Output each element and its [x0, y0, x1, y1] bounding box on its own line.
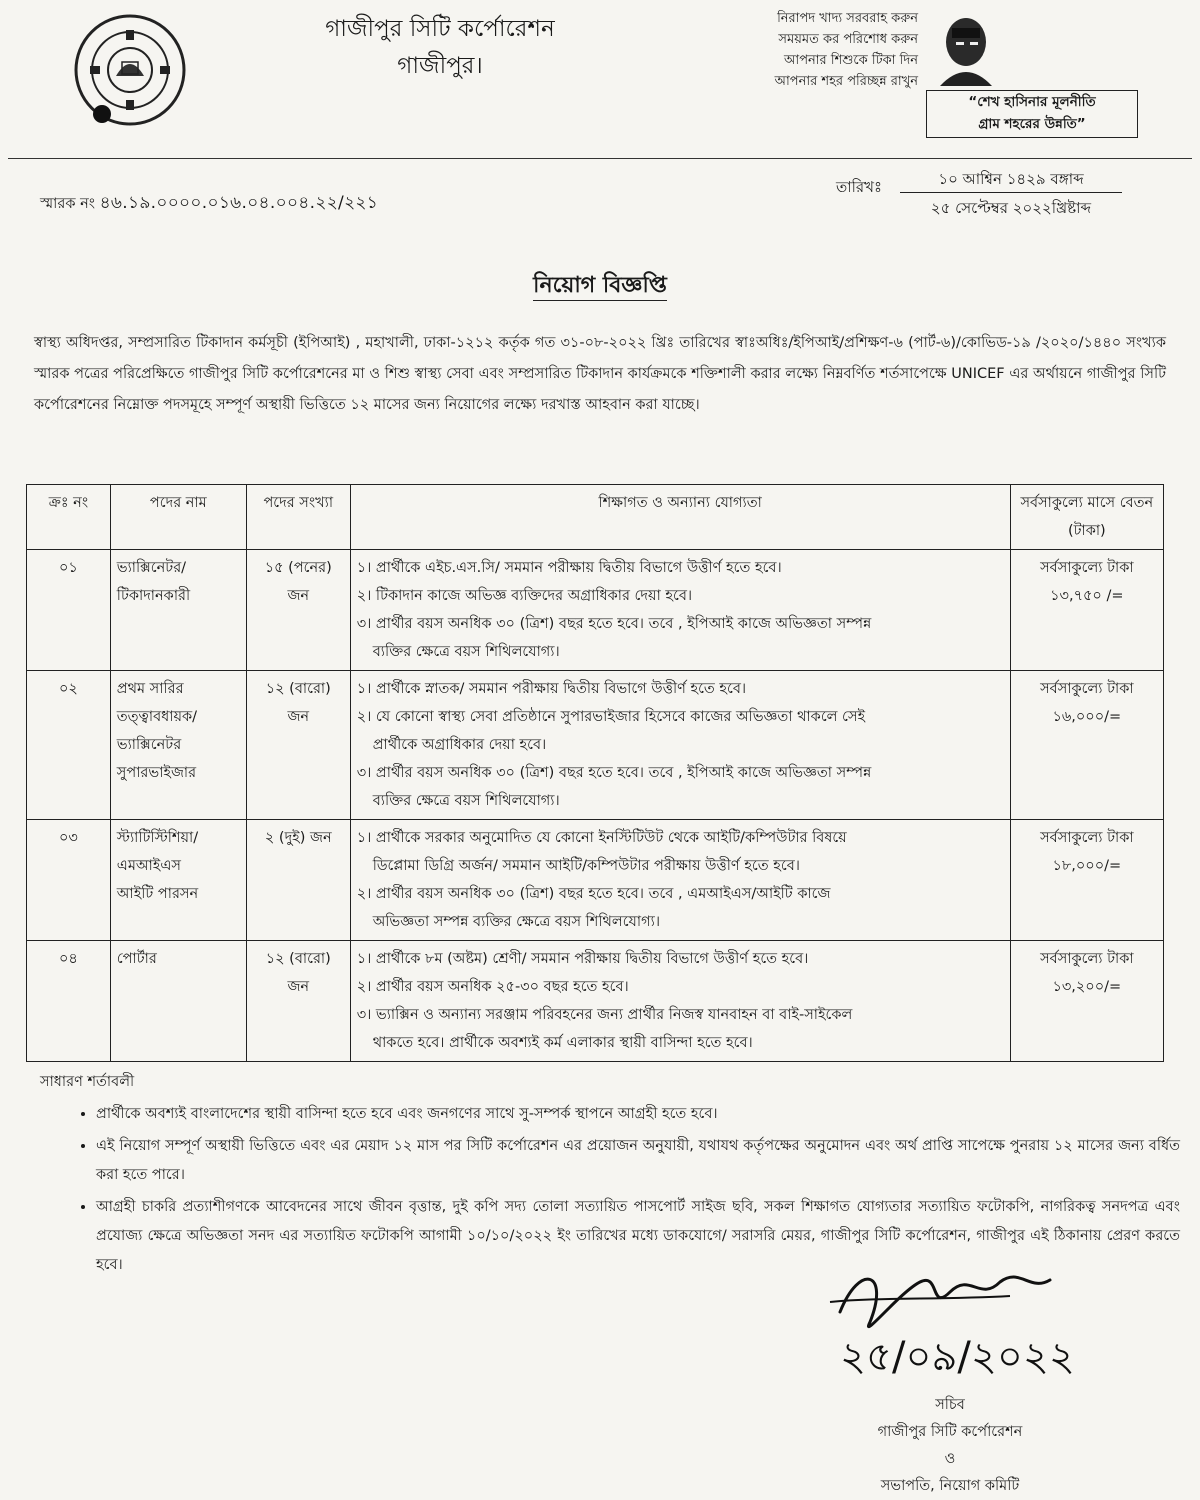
quote-line: “শেখ হাসিনার মূলনীতি — [968, 94, 1096, 110]
qual-line: ব্যক্তির ক্ষেত্রে বয়স শিথিলযোগ্য। — [372, 793, 560, 809]
org-name: গাজীপুর সিটি কর্পোরেশন — [325, 16, 555, 42]
cell-serial: ০২ — [27, 671, 111, 820]
post-line: টিকাদানকারী — [116, 588, 191, 604]
salary-value: ১৩,৭৫০ /= — [1050, 588, 1124, 604]
count-line: ১৫ (পনের) — [264, 560, 332, 576]
qual-line: ৩। ভ্যাক্সিন ও অন্যান্য সরঞ্জাম পরিবহনের জন্য প্রার্থীর নিজস্ব যানবাহন বা বাই-সাইকেল — [356, 1007, 853, 1023]
cell-post — [110, 550, 246, 671]
slogan-line: নিরাপদ খাদ্য সরবরাহ করুন — [777, 11, 918, 26]
header-count: পদের সংখ্যা — [246, 485, 350, 550]
mujib100-portrait-icon — [926, 8, 1036, 88]
cell-qualification — [350, 820, 1010, 941]
header-salary: সর্বসাকুল্যে মাসে বেতন (টাকা) — [1010, 485, 1163, 550]
salary-value: ১৮,০০০/= — [1052, 858, 1122, 874]
signature-lines — [800, 1392, 1100, 1500]
cell-serial: ০১ — [27, 550, 111, 671]
cell-count — [246, 671, 350, 820]
cell-qualification — [350, 941, 1010, 1062]
count-line: জন — [287, 588, 310, 604]
qual-line: ৩। প্রার্থীর বয়স অনধিক ৩০ (ত্রিশ) বছর হতে হবে। তবে , ইপিআই কাজে অভিজ্ঞতা সম্পন্ন — [356, 765, 872, 781]
table-header-row — [27, 485, 1164, 550]
positions-table — [26, 484, 1164, 1062]
cell-qualification — [350, 671, 1010, 820]
slogan-line: সময়মত কর পরিশোধ করুন — [778, 32, 918, 47]
salary-label: সর্বসাকুল্যে টাকা — [1040, 681, 1134, 697]
table-row — [27, 820, 1164, 941]
memo-ref — [40, 190, 378, 218]
count-line: জন — [287, 709, 310, 725]
qual-line: ২। টিকাদান কাজে অভিজ্ঞ ব্যক্তিদের অগ্রাধিকার দেয়া হবে। — [356, 588, 693, 604]
count-line: ১২ (বারো) — [265, 681, 331, 697]
qual-line: ৩। প্রার্থীর বয়স অনধিক ৩০ (ত্রিশ) বছর হতে হবে। তবে , ইপিআই কাজে অভিজ্ঞতা সম্পন্ন — [356, 616, 872, 632]
qual-line: ডিপ্লোমা ডিগ্রি অর্জন/ সমমান আইটি/কম্পিউটার পরীক্ষায় উত্তীর্ণ হতে হবে। — [372, 858, 800, 874]
slogan-line: আপনার শিশুকে টিকা দিন — [784, 53, 918, 68]
memo-number: ৪৬.১৯.০০০০.০১৬.০৪.০০৪.২২/২২১ — [99, 193, 379, 213]
handwritten-signature-icon — [800, 1252, 1120, 1392]
quote-line: গ্রাম শহরের উন্নতি” — [978, 116, 1086, 132]
salary-value: ১৬,০০০/= — [1052, 709, 1122, 725]
handwritten-date: ২৫/০৯/২০২২ — [840, 1334, 1075, 1380]
general-conditions — [40, 1068, 1180, 1283]
qual-line: অভিজ্ঞতা সম্পন্ন ব্যক্তির ক্ষেত্রে বয়স শিথিলযোগ্য। — [372, 914, 661, 930]
qual-line: ২। প্রার্থীর বয়স অনধিক ৩০ (ত্রিশ) বছর হতে হবে। তবে , এমআইএস/আইটি কাজে — [356, 886, 831, 902]
condition-item: • প্রার্থীকে অবশ্যই বাংলাদেশের স্থায়ী বাসিন্দা হতে হবে এবং জনগণের সাথে সু-সম্পর্ক স্থাপনে আগ্রহী হতে হবে। — [96, 1100, 1180, 1129]
qual-line: ১। প্রার্থীকে স্নাতক/ সমমান পরীক্ষায় দ্বিতীয় বিভাগে উত্তীর্ণ হতে হবে। — [356, 681, 747, 697]
qual-line: ১। প্রার্থীকে সরকার অনুমোদিত যে কোনো ইনস্টিটিউট থেকে আইটি/কম্পিউটার বিষয়ে — [356, 830, 847, 846]
post-line: আইটি পারসন — [116, 886, 199, 902]
salary-value: ১৩,২০০/= — [1052, 979, 1122, 995]
org-city: গাজীপুর। — [397, 53, 483, 79]
memo-label: স্মারক নং — [40, 196, 95, 212]
condition-item: • এই নিয়োগ সম্পূর্ণ অস্থায়ী ভিত্তিতে এবং এর মেয়াদ ১২ মাস পর সিটি কর্পোরেশন এর প্রয়োজন অনুযায়ী, যথাযথ কর্তৃপক্ষের অনুমোদন এবং অর্থ প্রাপ্তি সাপেক্ষে পুনরায় ১২ মাসের জন্য বর্ধিত করা হতে পারে। — [96, 1132, 1180, 1190]
count-line: জন — [287, 979, 310, 995]
post-line: পোর্টার — [116, 951, 157, 967]
cell-serial: ০৩ — [27, 820, 111, 941]
qual-line: ১। প্রার্থীকে ৮ম (অষ্টম) শ্রেণী/ সমমান পরীক্ষায় দ্বিতীয় বিভাগে উত্তীর্ণ হতে হবে। — [356, 951, 809, 967]
general-conditions-title: সাধারণ শর্তাবলী — [40, 1074, 135, 1090]
qual-line: ২। যে কোনো স্বাস্থ্য সেবা প্রতিষ্ঠানে সুপারভাইজার হিসেবে কাজের অভিজ্ঞতা থাকলে সেই — [356, 709, 866, 725]
notice-title — [0, 268, 1200, 305]
intro-paragraph: স্বাস্থ্য অধিদপ্তর, সম্প্রসারিত টিকাদান কর্মসূচী (ইপিআই) , মহাখালী, ঢাকা-১২১২ কর্তৃক গত ৩১-০৮-২০২২ খ্রিঃ তারিখের স্বাঃঅধিঃ/ইপিআই/প্রশিক্ষণ-৬ (পার্ট-৬)/কোভিড-১৯ /২০২০/১৪৪০ সংখ্যক স্মারক পত্রের পরিপ্রেক্ষিতে গাজীপুর সিটি কর্পোরেশনের মা ও শিশু স্বাস্থ্য সেবা এবং সম্প্রসারিত টিকাদান কার্যক্রমকে শক্তিশালী করার লক্ষ্যে নিম্নবর্ণিত শর্তসাপেক্ষে UNICEF এর অর্থায়নে গাজীপুর সিটি কর্পোরেশনের নিম্নোক্ত পদসমূহে সম্পূর্ণ অস্থায়ী ভিত্তিতে ১২ মাসের জন্য নিয়োগের লক্ষ্যে দরখাস্ত আহবান করা যাচ্ছে। — [34, 335, 1166, 413]
sig-conj: ও — [944, 1451, 956, 1467]
post-line: তত্ত্বাবধায়ক/ — [116, 709, 198, 725]
table-row — [27, 671, 1164, 820]
cell-post — [110, 820, 246, 941]
date-block — [900, 166, 1122, 223]
cell-salary — [1010, 941, 1163, 1062]
slogans — [700, 8, 918, 92]
cell-count — [246, 820, 350, 941]
qual-line: থাকতে হবে। প্রার্থীকে অবশ্যই কর্ম এলাকার স্থায়ী বাসিন্দা হতে হবে। — [372, 1035, 753, 1051]
cell-salary — [1010, 671, 1163, 820]
cell-salary — [1010, 550, 1163, 671]
cell-count — [246, 941, 350, 1062]
sig-org: গাজীপুর সিটি কর্পোরেশন — [877, 1424, 1023, 1440]
mujib100-portrait — [926, 8, 1036, 88]
qual-line: প্রার্থীকে অগ্রাধিকার দেয়া হবে। — [372, 737, 547, 753]
post-line: সুপারভাইজার — [116, 765, 197, 781]
post-line: ভ্যাক্সিনেটর/ — [116, 560, 187, 576]
cell-post — [110, 941, 246, 1062]
org-title — [300, 14, 580, 82]
header-post: পদের নাম — [110, 485, 246, 550]
count-line: ১২ (বারো) — [265, 951, 331, 967]
notice-title-text: নিয়োগ বিজ্ঞপ্তি — [533, 273, 667, 301]
table-row — [27, 941, 1164, 1062]
post-line: প্রথম সারির — [116, 681, 184, 697]
header-qualification: শিক্ষাগত ও অন্যান্য যোগ্যতা — [350, 485, 1010, 550]
post-line: স্ট্যাটিস্টিশিয়া/ — [116, 830, 199, 846]
cell-count — [246, 550, 350, 671]
post-line: ভ্যাক্সিনেটর — [116, 737, 182, 753]
salary-label: সর্বসাকুল্যে টাকা — [1040, 830, 1134, 846]
salary-label: সর্বসাকুল্যে টাকা — [1040, 560, 1134, 576]
table-row — [27, 550, 1164, 671]
sig-designation: সচিব — [935, 1397, 965, 1413]
qual-line: ১। প্রার্থীকে এইচ.এস.সি/ সমমান পরীক্ষায় দ্বিতীয় বিভাগে উত্তীর্ণ হতে হবে। — [356, 560, 782, 576]
cell-serial: ০৪ — [27, 941, 111, 1062]
qual-line: ২। প্রার্থীর বয়স অনধিক ২৫-৩০ বছর হতে হবে। — [356, 979, 629, 995]
header-serial: ক্রঃ নং — [27, 485, 111, 550]
signature-block — [800, 1252, 1120, 1492]
cell-qualification — [350, 550, 1010, 671]
gcc-emblem-icon — [72, 12, 188, 128]
condition-item: • আগ্রহী চাকরি প্রত্যাশীগণকে আবেদনের সাথে জীবন বৃত্তান্ত, দুই কপি সদ্য তোলা সত্যায়িত পাসপোর্ট সাইজ ছবি, সকল শিক্ষাগত যোগ্যতার সত্যায়িত ফটোকপি, নাগরিকত্ব সনদপত্র এবং প্রযোজ্য ক্ষেত্রে অভিজ্ঞতা সনদ এর সত্যায়িত ফটোকপি আগামী ১০/১০/২০২২ ইং তারিখের মধ্যে ডাকযোগে/ সরাসরি মেয়র, গাজীপুর সিটি কর্পোরেশন, গাজীপুর এই ঠিকানায় প্রেরণ করতে হবে। — [96, 1193, 1180, 1280]
date-label: তারিখঃ — [836, 178, 882, 196]
gcc-logo — [72, 12, 188, 128]
sig-committee: সভাপতি, নিয়োগ কমিটি — [880, 1478, 1020, 1494]
qual-line: ব্যক্তির ক্ষেত্রে বয়স শিথিলযোগ্য। — [372, 644, 560, 660]
quote-box — [926, 90, 1138, 138]
salary-label: সর্বসাকুল্যে টাকা — [1040, 951, 1134, 967]
cell-salary — [1010, 820, 1163, 941]
header-divider — [8, 158, 1192, 159]
date-bangla: ১০ আশ্বিন ১৪২৯ বঙ্গাব্দ — [900, 166, 1122, 193]
cell-post — [110, 671, 246, 820]
date-gregorian: ২৫ সেপ্টেম্বর ২০২২খ্রিষ্টাব্দ — [930, 199, 1092, 217]
count-line: ২ (দুই) জন — [264, 830, 332, 846]
post-line: এমআইএস — [116, 858, 181, 874]
slogan-line: আপনার শহর পরিচ্ছন্ন রাখুন — [774, 74, 918, 89]
